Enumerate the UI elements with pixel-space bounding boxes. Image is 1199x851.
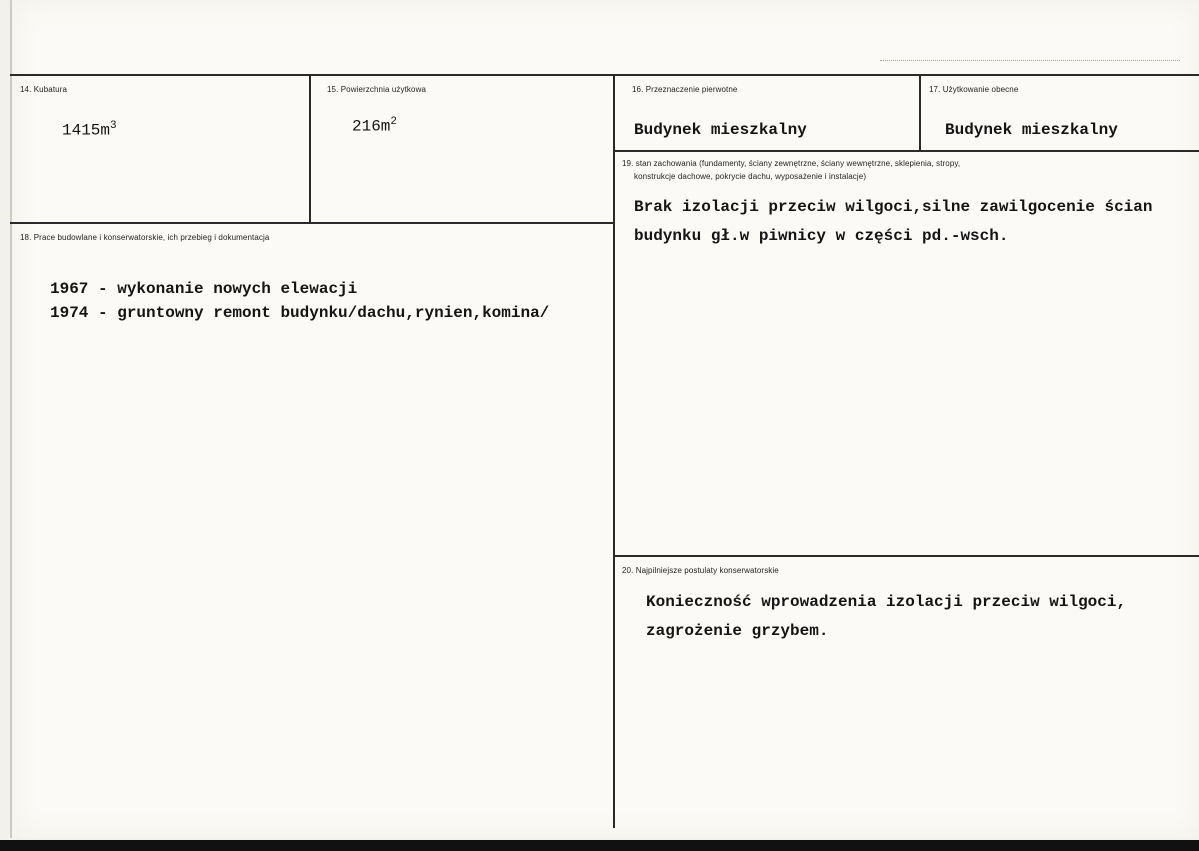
divider-16-17 xyxy=(919,76,921,150)
field-19-line-1: Brak izolacji przeciw wilgoci,silne zawilgocenie ścian xyxy=(634,198,1153,216)
top-rule xyxy=(10,74,1199,76)
field-18-label: 18. Prace budowlane i konserwatorskie, ich przebieg i dokumentacja xyxy=(20,233,270,242)
rule-under-19 xyxy=(615,555,1199,557)
field-17-label: 17. Użytkowanie obecne xyxy=(929,85,1019,94)
field-15-label: 15. Powierzchnia użytkowa xyxy=(327,85,426,94)
field-19-label-line2: konstrukcje dachowe, pokrycie dachu, wyposażenie i instalacje) xyxy=(634,172,867,181)
field-17-value: Budynek mieszkalny xyxy=(945,121,1118,139)
field-15-value xyxy=(352,116,397,135)
field-19-line-2: budynku gł.w piwnicy w części pd.-wsch. xyxy=(634,227,1009,245)
field-19-text xyxy=(634,193,1152,251)
rule-under-16-17 xyxy=(615,150,1199,152)
field-20-line-2: zagrożenie grzybem. xyxy=(646,622,829,640)
field-18-line-2: 1974 - gruntowny remont budynku/dachu,rynien,komina/ xyxy=(50,304,550,322)
rule-under-14-15 xyxy=(10,222,615,224)
area-unit-exponent: 2 xyxy=(390,116,398,128)
field-19-label-line1: 19. stan zachowania (fundamenty, ściany zewnętrzne, ściany wewnętrzne, sklepienia, stropy, xyxy=(622,159,961,168)
field-14-value xyxy=(62,120,117,139)
field-20-line-1: Konieczność wprowadzenia izolacji przeciw wilgoci, xyxy=(646,593,1127,611)
area-value: 216m xyxy=(352,117,391,136)
center-divider xyxy=(613,76,615,828)
faint-dotted-mark xyxy=(880,60,1180,65)
cubature-unit-exponent: 3 xyxy=(110,120,117,132)
field-14-label: 14. Kubatura xyxy=(20,85,68,94)
field-16-label: 16. Przeznaczenie pierwotne xyxy=(632,85,738,94)
scan-border xyxy=(0,840,1199,851)
field-20-label: 20. Najpilniejsze postulaty konserwatorskie xyxy=(622,566,779,575)
field-18-text xyxy=(50,277,549,325)
field-16-value: Budynek mieszkalny xyxy=(634,121,807,139)
divider-14-15 xyxy=(309,76,311,223)
cubature-value: 1415m xyxy=(62,121,111,140)
field-18-line-1: 1967 - wykonanie nowych elewacji xyxy=(50,280,358,298)
field-20-text xyxy=(646,588,1126,646)
